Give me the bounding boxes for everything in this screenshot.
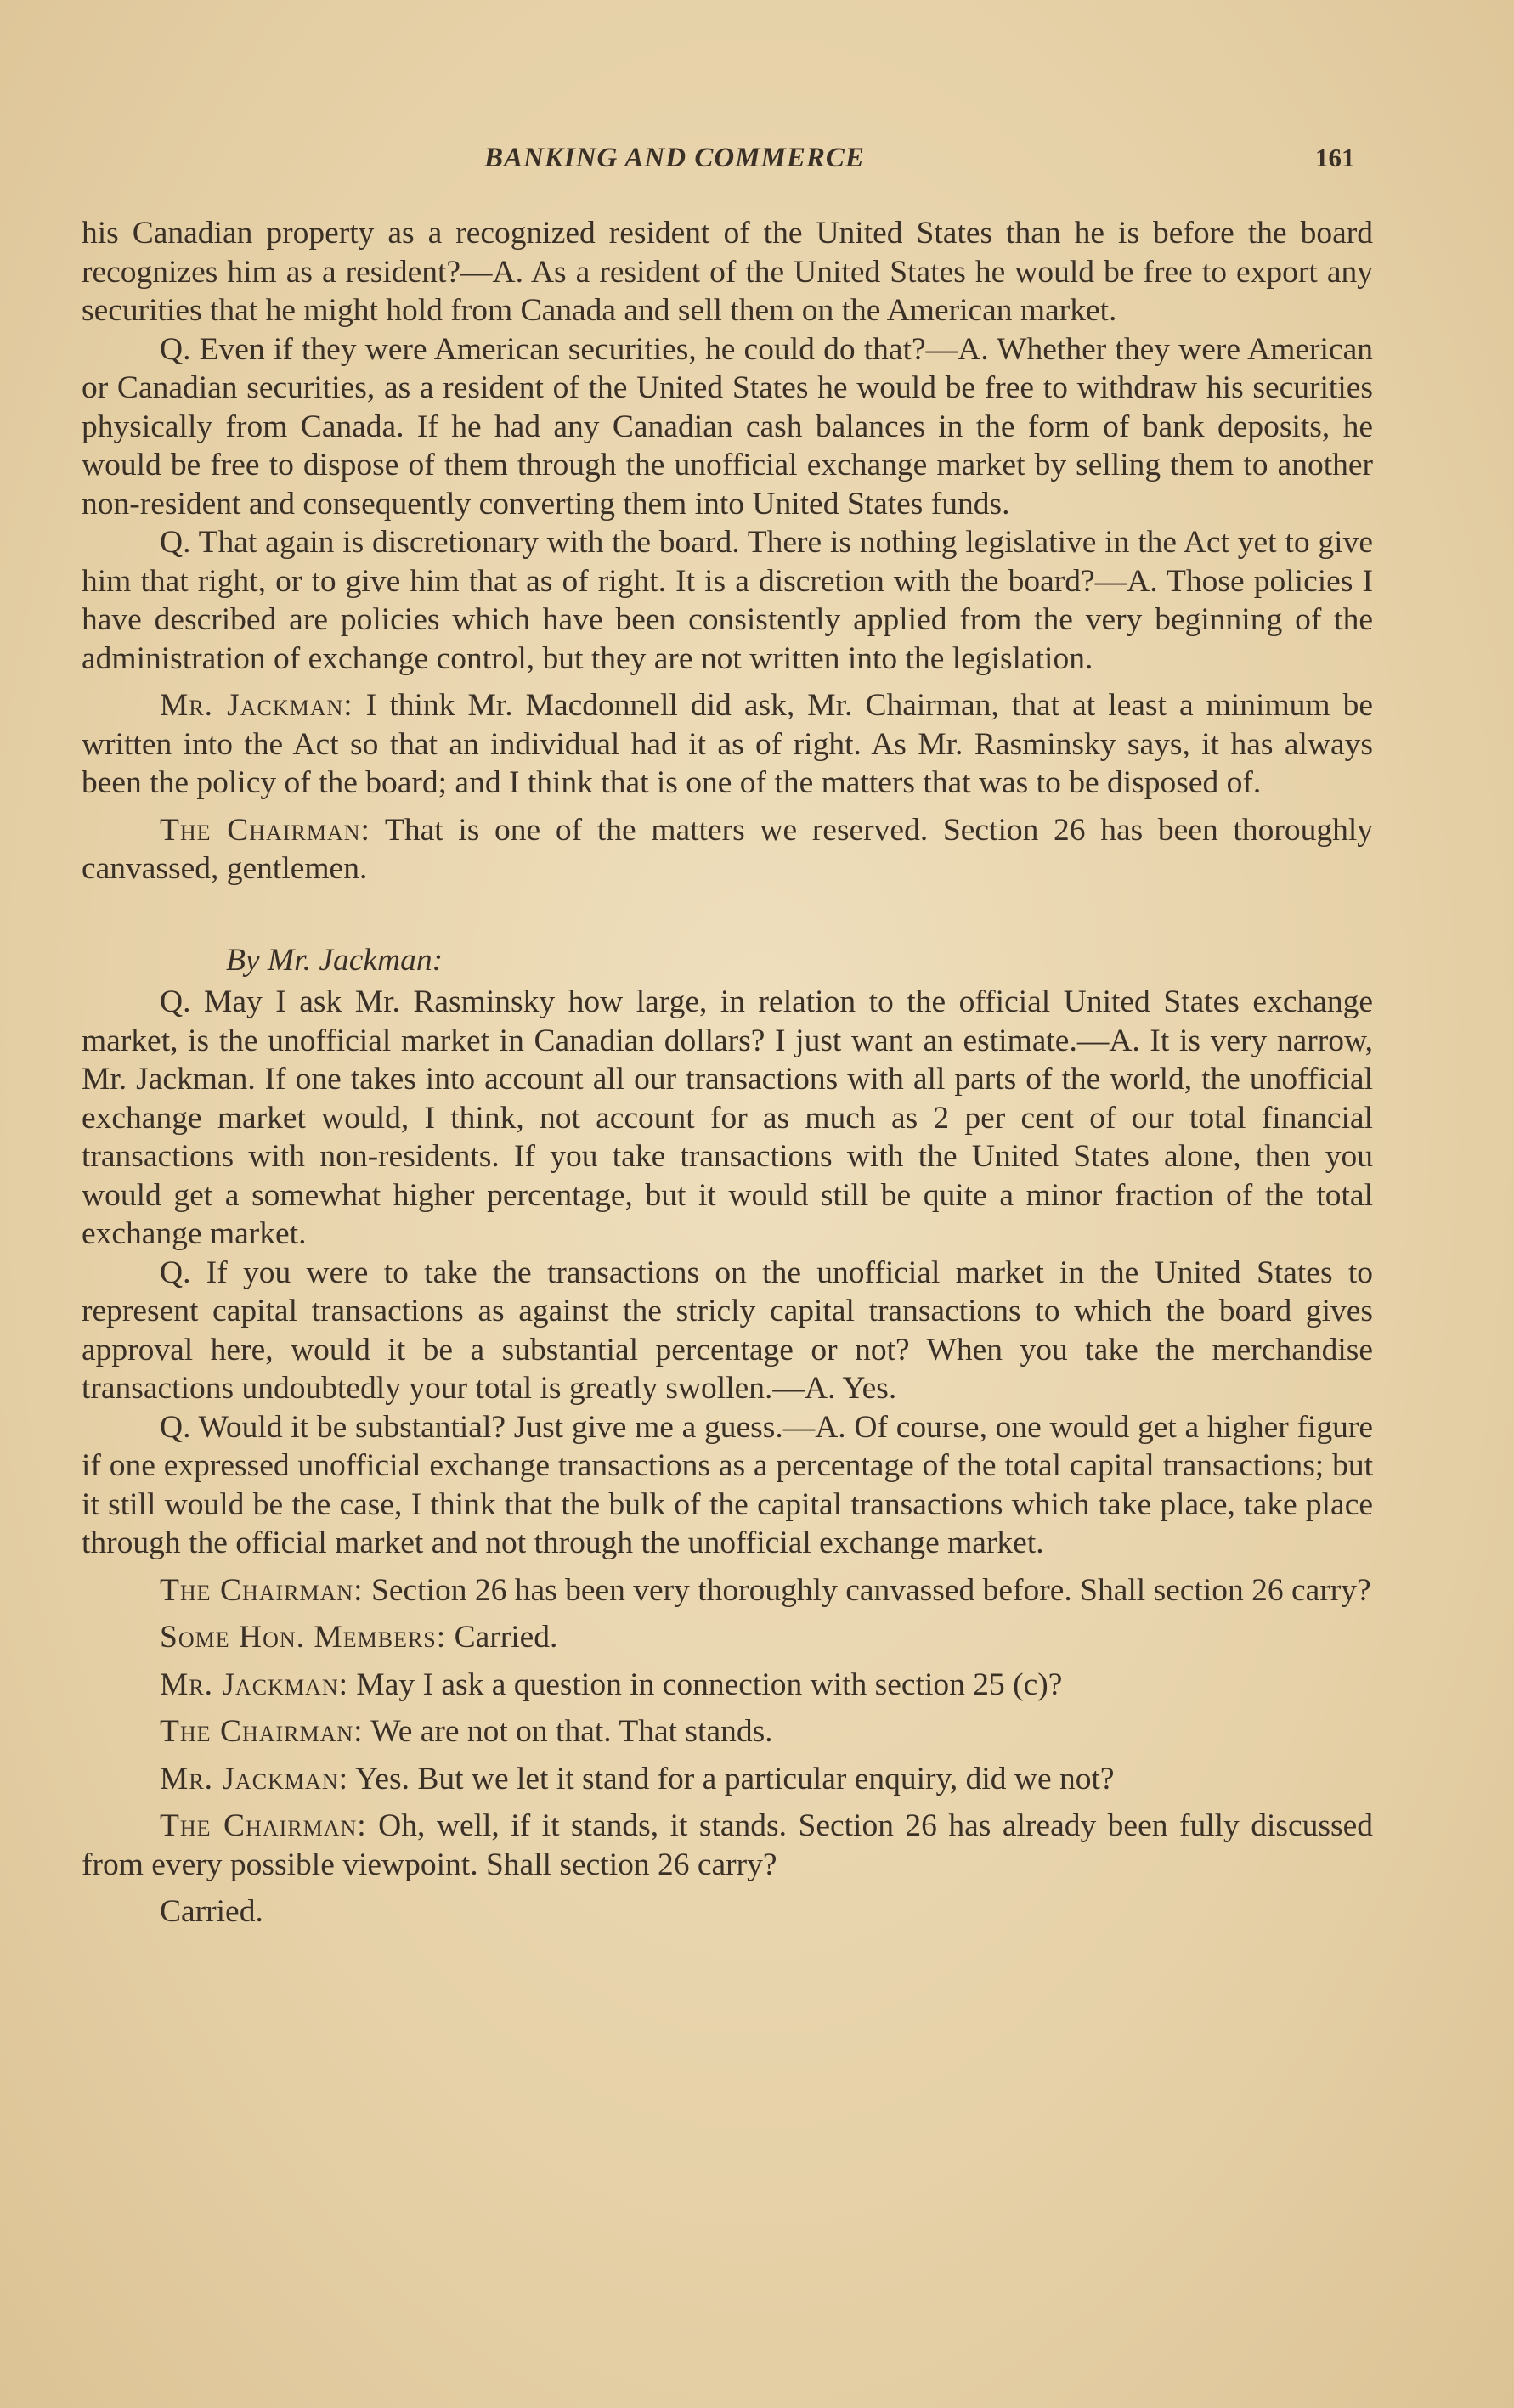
speaker-name: The Chairman: — [160, 1572, 364, 1608]
speaker-name: Mr. Jackman: — [160, 1761, 349, 1796]
speaker-name: The Chairman: — [160, 812, 370, 848]
speaker-name: Mr. Jackman: — [160, 688, 353, 723]
speaker-name: The Chairman: — [160, 1808, 367, 1843]
paragraph: his Canadian property as a recognized resident of the United States than he is before the board recognizes him as a resident?—A. As a resident of the United States he would be free to export any securities that he might hold from Canada and sell them on the American market. — [82, 216, 1373, 328]
speech-text: Carried. — [446, 1620, 558, 1655]
speaker-paragraph — [82, 811, 1373, 888]
speaker-paragraph — [82, 1618, 1373, 1657]
page-header — [0, 143, 1514, 185]
page-number: 161 — [1315, 143, 1355, 172]
speech-text: I think Mr. Macdonnell did ask, Mr. Chairman, that at least a minimum be written into the Act so that an individual had it as of right. As Mr. Rasminsky says, it has always been the policy of the board; and I think that is one of the matters that was to be disposed of. — [82, 688, 1373, 800]
running-head: BANKING AND COMMERCE — [484, 143, 865, 173]
speaker-name: Some Hon. Members: — [160, 1620, 447, 1655]
speech-text: May I ask a question in connection with section 25 (c)? — [348, 1666, 1063, 1702]
speaker-paragraph — [82, 1666, 1373, 1705]
page-body — [82, 214, 1373, 1931]
speaker-paragraph — [82, 1760, 1373, 1799]
speaker-paragraph — [82, 1571, 1373, 1610]
speaker-name: Mr. Jackman: — [160, 1666, 349, 1702]
paragraph: Carried. — [160, 1894, 263, 1929]
paragraph: Q. If you were to take the transactions on the unofficial market in the United States to represent capital transactions as against the stricly capital transactions to which the board gives approval here, would it be a substantial percentage or not? When you take the merchandise transactions undoubtedly your total is greatly swollen.—A. Yes. — [82, 1255, 1373, 1406]
speaker-paragraph — [82, 1712, 1373, 1751]
paragraph: Q. That again is discretionary with the board. There is nothing legislative in the Act yet to give him that right, or to give him that as of right. It is a discretion with the board?—A. Those policies I have described are policies which have been consistently applied from the very beginning of the administration of exchange control, but they are not written into the legislation. — [82, 525, 1373, 676]
speech-text: We are not on that. That stands. — [363, 1714, 773, 1749]
speaker-paragraph — [82, 1807, 1373, 1884]
paragraph: Q. May I ask Mr. Rasminsky how large, in relation to the official United States exchange market, is the unofficial market in Canadian dollars? I just want an estimate.—A. It is very narrow, Mr. Jackman. If one takes into account all our transactions with all parts of the world, the unofficial exchange market would, I think, not account for as much as 2 per cent of our total financial transactions with non-residents. If you take transactions with the United States alone, then you would get a somewhat higher percentage, but it would still be quite a minor fraction of the total exchange market. — [82, 984, 1373, 1251]
paragraph: Q. Even if they were American securities, he could do that?—A. Whether they were American or Canadian securities, as a resident of the United States he would be free to withdraw his securities physically from Canada. If he had any Canadian cash balances in the form of bank deposits, he would be free to dispose of them through the unofficial exchange market by selling them to another non-resident and consequently converting them into United States funds. — [82, 331, 1373, 522]
speech-text: That is one of the matters we reserved. Section 26 has been thoroughly canvassed, gentlemen. — [82, 812, 1373, 886]
speech-text: Oh, well, if it stands, it stands. Section 26 has already been fully discussed from every possible viewpoint. Shall section 26 carry? — [82, 1808, 1373, 1882]
paragraph: Q. Would it be substantial? Just give me a guess.—A. Of course, one would get a higher figure if one expressed unofficial exchange transactions as a percentage of the total capital transactions; but it still would be the case, I think that the bulk of the capital transactions which take place, take place through the official market and not through the unofficial exchange market. — [82, 1409, 1373, 1560]
speaker-name: The Chairman: — [160, 1714, 364, 1749]
speaker-paragraph — [82, 686, 1373, 803]
speech-text: Yes. But we let it stand for a particular enquiry, did we not? — [348, 1761, 1115, 1796]
examiner-heading: By Mr. Jackman: — [226, 942, 443, 978]
speech-text: Section 26 has been very thoroughly canvassed before. Shall section 26 carry? — [363, 1572, 1371, 1608]
